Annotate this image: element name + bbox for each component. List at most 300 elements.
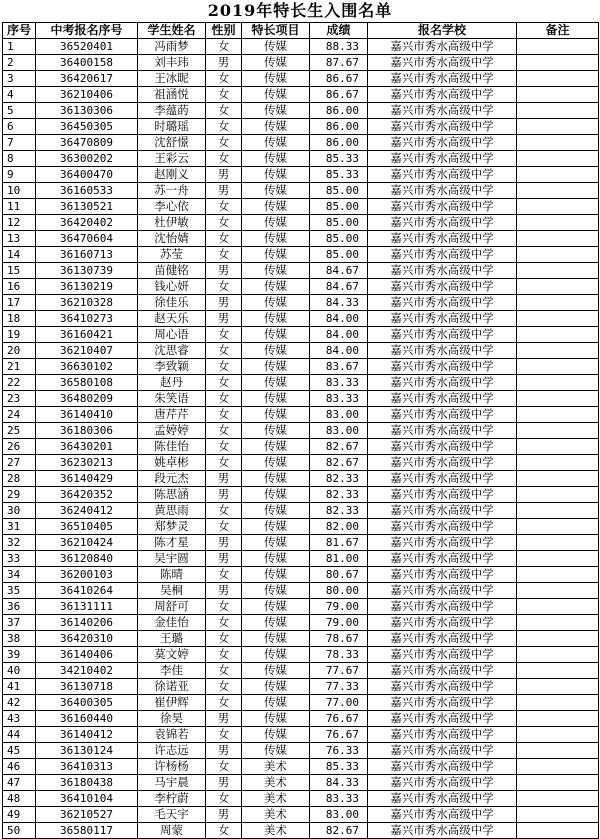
cell-student-name: 陈思涵 — [138, 487, 206, 503]
cell-remarks — [517, 535, 599, 551]
table-row — [3, 215, 599, 231]
cell-index: 11 — [3, 199, 36, 215]
cell-score: 82.67 — [310, 455, 368, 471]
cell-gender: 女 — [206, 679, 242, 695]
cell-exam-id: 36580117 — [36, 823, 138, 839]
cell-specialty: 传媒 — [242, 519, 310, 535]
cell-exam-id: 36130521 — [36, 199, 138, 215]
cell-student-name: 王彩云 — [138, 151, 206, 167]
cell-remarks — [517, 439, 599, 455]
cell-gender: 女 — [206, 375, 242, 391]
cell-index: 15 — [3, 263, 36, 279]
table-row — [3, 583, 599, 599]
cell-student-name: 王冰昵 — [138, 71, 206, 87]
cell-score: 81.67 — [310, 535, 368, 551]
cell-remarks — [517, 631, 599, 647]
cell-score: 80.00 — [310, 583, 368, 599]
cell-student-name: 吴桐 — [138, 583, 206, 599]
cell-specialty: 传媒 — [242, 183, 310, 199]
cell-index: 19 — [3, 327, 36, 343]
cell-school: 嘉兴市秀水高级中学 — [368, 151, 517, 167]
cell-specialty: 传媒 — [242, 631, 310, 647]
cell-student-name: 袁锦若 — [138, 727, 206, 743]
cell-gender: 男 — [206, 743, 242, 759]
cell-gender: 女 — [206, 599, 242, 615]
cell-student-name: 苏莹 — [138, 247, 206, 263]
cell-remarks — [517, 679, 599, 695]
cell-school: 嘉兴市秀水高级中学 — [368, 375, 517, 391]
cell-gender: 女 — [206, 615, 242, 631]
cell-score: 82.33 — [310, 503, 368, 519]
cell-gender: 男 — [206, 55, 242, 71]
cell-student-name: 刘丰玮 — [138, 55, 206, 71]
cell-school: 嘉兴市秀水高级中学 — [368, 583, 517, 599]
cell-gender: 女 — [206, 119, 242, 135]
cell-school: 嘉兴市秀水高级中学 — [368, 471, 517, 487]
cell-remarks — [517, 375, 599, 391]
cell-remarks — [517, 615, 599, 631]
cell-gender: 男 — [206, 535, 242, 551]
cell-gender: 女 — [206, 791, 242, 807]
table-row — [3, 471, 599, 487]
cell-gender: 女 — [206, 279, 242, 295]
cell-student-name: 莫文婷 — [138, 647, 206, 663]
cell-gender: 女 — [206, 503, 242, 519]
cell-exam-id: 36420310 — [36, 631, 138, 647]
table-row — [3, 87, 599, 103]
cell-index: 34 — [3, 567, 36, 583]
cell-exam-id: 36420617 — [36, 71, 138, 87]
cell-remarks — [517, 279, 599, 295]
cell-gender: 女 — [206, 663, 242, 679]
table-row — [3, 279, 599, 295]
column-header-student-name: 学生姓名 — [138, 23, 206, 39]
cell-index: 3 — [3, 71, 36, 87]
table-row — [3, 487, 599, 503]
cell-student-name: 陈佳怡 — [138, 439, 206, 455]
cell-remarks — [517, 567, 599, 583]
cell-specialty: 传媒 — [242, 455, 310, 471]
cell-index: 13 — [3, 231, 36, 247]
cell-specialty: 传媒 — [242, 247, 310, 263]
document-title: 2019年特长生入围名单 — [207, 1, 393, 20]
cell-remarks — [517, 359, 599, 375]
cell-remarks — [517, 183, 599, 199]
cell-specialty: 传媒 — [242, 55, 310, 71]
cell-school: 嘉兴市秀水高级中学 — [368, 359, 517, 375]
cell-student-name: 沈思睿 — [138, 343, 206, 359]
table-row — [3, 263, 599, 279]
cell-remarks — [517, 103, 599, 119]
cell-gender: 女 — [206, 215, 242, 231]
cell-school: 嘉兴市秀水高级中学 — [368, 391, 517, 407]
cell-remarks — [517, 247, 599, 263]
cell-school: 嘉兴市秀水高级中学 — [368, 647, 517, 663]
cell-remarks — [517, 263, 599, 279]
cell-score: 85.00 — [310, 247, 368, 263]
cell-specialty: 传媒 — [242, 647, 310, 663]
cell-school: 嘉兴市秀水高级中学 — [368, 247, 517, 263]
cell-index: 37 — [3, 615, 36, 631]
cell-exam-id: 36420352 — [36, 487, 138, 503]
cell-remarks — [517, 151, 599, 167]
cell-specialty: 传媒 — [242, 711, 310, 727]
cell-remarks — [517, 823, 599, 839]
cell-school: 嘉兴市秀水高级中学 — [368, 455, 517, 471]
cell-student-name: 冯雨梦 — [138, 39, 206, 55]
cell-student-name: 周心语 — [138, 327, 206, 343]
cell-student-name: 祖涵悦 — [138, 87, 206, 103]
cell-exam-id: 36410104 — [36, 791, 138, 807]
cell-specialty: 传媒 — [242, 39, 310, 55]
cell-school: 嘉兴市秀水高级中学 — [368, 439, 517, 455]
cell-school: 嘉兴市秀水高级中学 — [368, 279, 517, 295]
cell-score: 79.00 — [310, 599, 368, 615]
cell-school: 嘉兴市秀水高级中学 — [368, 55, 517, 71]
cell-gender: 男 — [206, 775, 242, 791]
cell-gender: 女 — [206, 39, 242, 55]
cell-gender: 女 — [206, 199, 242, 215]
cell-index: 36 — [3, 599, 36, 615]
table-row — [3, 311, 599, 327]
cell-index: 6 — [3, 119, 36, 135]
cell-exam-id: 36480209 — [36, 391, 138, 407]
cell-exam-id: 36131111 — [36, 599, 138, 615]
cell-gender: 女 — [206, 647, 242, 663]
cell-exam-id: 36180306 — [36, 423, 138, 439]
cell-index: 18 — [3, 311, 36, 327]
cell-exam-id: 36130718 — [36, 679, 138, 695]
cell-remarks — [517, 55, 599, 71]
cell-gender: 女 — [206, 103, 242, 119]
cell-index: 9 — [3, 167, 36, 183]
cell-specialty: 美术 — [242, 759, 310, 775]
cell-index: 50 — [3, 823, 36, 839]
cell-exam-id: 36400305 — [36, 695, 138, 711]
cell-exam-id: 36410313 — [36, 759, 138, 775]
table-row — [3, 663, 599, 679]
cell-score: 85.33 — [310, 759, 368, 775]
cell-student-name: 许杨杨 — [138, 759, 206, 775]
table-row — [3, 567, 599, 583]
table-row — [3, 55, 599, 71]
cell-school: 嘉兴市秀水高级中学 — [368, 199, 517, 215]
cell-gender: 男 — [206, 471, 242, 487]
cell-exam-id: 36230213 — [36, 455, 138, 471]
cell-score: 85.33 — [310, 167, 368, 183]
cell-exam-id: 36510405 — [36, 519, 138, 535]
cell-exam-id: 36630102 — [36, 359, 138, 375]
cell-specialty: 传媒 — [242, 119, 310, 135]
cell-student-name: 段元杰 — [138, 471, 206, 487]
cell-school: 嘉兴市秀水高级中学 — [368, 167, 517, 183]
cell-index: 31 — [3, 519, 36, 535]
cell-index: 47 — [3, 775, 36, 791]
cell-school: 嘉兴市秀水高级中学 — [368, 231, 517, 247]
cell-specialty: 美术 — [242, 791, 310, 807]
cell-index: 43 — [3, 711, 36, 727]
table-row — [3, 247, 599, 263]
cell-index: 25 — [3, 423, 36, 439]
table-row — [3, 407, 599, 423]
cell-remarks — [517, 71, 599, 87]
cell-index: 48 — [3, 791, 36, 807]
cell-remarks — [517, 583, 599, 599]
cell-student-name: 崔伊辉 — [138, 695, 206, 711]
cell-student-name: 徐诺亚 — [138, 679, 206, 695]
cell-score: 84.00 — [310, 327, 368, 343]
cell-exam-id: 36420402 — [36, 215, 138, 231]
cell-remarks — [517, 791, 599, 807]
cell-exam-id: 36140410 — [36, 407, 138, 423]
cell-specialty: 传媒 — [242, 583, 310, 599]
cell-specialty: 美术 — [242, 823, 310, 839]
cell-student-name: 沈舒憬 — [138, 135, 206, 151]
table-row — [3, 295, 599, 311]
cell-remarks — [517, 695, 599, 711]
cell-score: 86.00 — [310, 119, 368, 135]
column-header-specialty: 特长项目 — [242, 23, 310, 39]
cell-remarks — [517, 231, 599, 247]
table-row — [3, 231, 599, 247]
table-row — [3, 791, 599, 807]
cell-student-name: 吴宇圆 — [138, 551, 206, 567]
table-row — [3, 599, 599, 615]
cell-specialty: 传媒 — [242, 311, 310, 327]
cell-specialty: 传媒 — [242, 71, 310, 87]
cell-remarks — [517, 407, 599, 423]
cell-student-name: 李致颖 — [138, 359, 206, 375]
cell-school: 嘉兴市秀水高级中学 — [368, 551, 517, 567]
cell-student-name: 李蕴菂 — [138, 103, 206, 119]
table-row — [3, 823, 599, 839]
cell-index: 30 — [3, 503, 36, 519]
table-row — [3, 103, 599, 119]
cell-student-name: 钱心妍 — [138, 279, 206, 295]
cell-score: 80.67 — [310, 567, 368, 583]
cell-school: 嘉兴市秀水高级中学 — [368, 807, 517, 823]
table-row — [3, 183, 599, 199]
cell-gender: 男 — [206, 167, 242, 183]
table-row — [3, 535, 599, 551]
cell-specialty: 传媒 — [242, 679, 310, 695]
cell-school: 嘉兴市秀水高级中学 — [368, 215, 517, 231]
cell-gender: 男 — [206, 311, 242, 327]
cell-school: 嘉兴市秀水高级中学 — [368, 679, 517, 695]
cell-index: 10 — [3, 183, 36, 199]
cell-school: 嘉兴市秀水高级中学 — [368, 631, 517, 647]
cell-exam-id: 36160421 — [36, 327, 138, 343]
table-row — [3, 439, 599, 455]
cell-exam-id: 36410273 — [36, 311, 138, 327]
cell-school: 嘉兴市秀水高级中学 — [368, 87, 517, 103]
cell-specialty: 传媒 — [242, 567, 310, 583]
cell-school: 嘉兴市秀水高级中学 — [368, 727, 517, 743]
cell-school: 嘉兴市秀水高级中学 — [368, 615, 517, 631]
cell-score: 84.00 — [310, 343, 368, 359]
cell-index: 12 — [3, 215, 36, 231]
cell-index: 27 — [3, 455, 36, 471]
cell-student-name: 李心依 — [138, 199, 206, 215]
cell-score: 82.67 — [310, 823, 368, 839]
cell-score: 85.00 — [310, 183, 368, 199]
cell-school: 嘉兴市秀水高级中学 — [368, 695, 517, 711]
cell-gender: 女 — [206, 327, 242, 343]
cell-remarks — [517, 503, 599, 519]
cell-exam-id: 36210407 — [36, 343, 138, 359]
table-header-row — [3, 23, 599, 39]
cell-gender: 男 — [206, 807, 242, 823]
cell-school: 嘉兴市秀水高级中学 — [368, 535, 517, 551]
cell-index: 29 — [3, 487, 36, 503]
cell-index: 39 — [3, 647, 36, 663]
cell-gender: 女 — [206, 567, 242, 583]
cell-index: 14 — [3, 247, 36, 263]
cell-gender: 女 — [206, 343, 242, 359]
cell-score: 84.33 — [310, 775, 368, 791]
cell-student-name: 徐佳乐 — [138, 295, 206, 311]
cell-score: 76.67 — [310, 727, 368, 743]
cell-school: 嘉兴市秀水高级中学 — [368, 103, 517, 119]
cell-exam-id: 36450305 — [36, 119, 138, 135]
cell-index: 7 — [3, 135, 36, 151]
cell-student-name: 苏一舟 — [138, 183, 206, 199]
cell-gender: 女 — [206, 151, 242, 167]
cell-remarks — [517, 311, 599, 327]
cell-gender: 女 — [206, 695, 242, 711]
cell-score: 85.00 — [310, 199, 368, 215]
cell-exam-id: 36140429 — [36, 471, 138, 487]
cell-student-name: 黄思雨 — [138, 503, 206, 519]
cell-exam-id: 36160713 — [36, 247, 138, 263]
cell-school: 嘉兴市秀水高级中学 — [368, 759, 517, 775]
table-row — [3, 711, 599, 727]
cell-student-name: 沈怡婧 — [138, 231, 206, 247]
cell-exam-id: 36580108 — [36, 375, 138, 391]
cell-score: 76.67 — [310, 711, 368, 727]
cell-student-name: 赵丹 — [138, 375, 206, 391]
cell-gender: 女 — [206, 135, 242, 151]
cell-remarks — [517, 775, 599, 791]
cell-exam-id: 36120840 — [36, 551, 138, 567]
cell-gender: 女 — [206, 231, 242, 247]
cell-student-name: 毛天宇 — [138, 807, 206, 823]
cell-gender: 女 — [206, 391, 242, 407]
cell-exam-id: 36210424 — [36, 535, 138, 551]
table-row — [3, 39, 599, 55]
cell-specialty: 传媒 — [242, 87, 310, 103]
cell-index: 45 — [3, 743, 36, 759]
cell-score: 85.33 — [310, 151, 368, 167]
table-row — [3, 519, 599, 535]
cell-remarks — [517, 455, 599, 471]
table-row — [3, 647, 599, 663]
cell-student-name: 赵天乐 — [138, 311, 206, 327]
table-row — [3, 551, 599, 567]
cell-remarks — [517, 327, 599, 343]
table-row — [3, 615, 599, 631]
cell-exam-id: 36160440 — [36, 711, 138, 727]
cell-specialty: 传媒 — [242, 503, 310, 519]
cell-exam-id: 36180438 — [36, 775, 138, 791]
cell-exam-id: 36130306 — [36, 103, 138, 119]
cell-school: 嘉兴市秀水高级中学 — [368, 663, 517, 679]
cell-school: 嘉兴市秀水高级中学 — [368, 407, 517, 423]
cell-specialty: 传媒 — [242, 423, 310, 439]
cell-remarks — [517, 647, 599, 663]
cell-score: 83.00 — [310, 807, 368, 823]
cell-gender: 女 — [206, 519, 242, 535]
cell-specialty: 传媒 — [242, 167, 310, 183]
cell-exam-id: 36140412 — [36, 727, 138, 743]
cell-exam-id: 36200103 — [36, 567, 138, 583]
cell-exam-id: 36130739 — [36, 263, 138, 279]
cell-remarks — [517, 599, 599, 615]
cell-remarks — [517, 727, 599, 743]
cell-gender: 女 — [206, 71, 242, 87]
cell-gender: 女 — [206, 823, 242, 839]
cell-index: 40 — [3, 663, 36, 679]
cell-specialty: 传媒 — [242, 199, 310, 215]
table-row — [3, 695, 599, 711]
cell-gender: 男 — [206, 263, 242, 279]
cell-score: 76.33 — [310, 743, 368, 759]
cell-school: 嘉兴市秀水高级中学 — [368, 423, 517, 439]
cell-remarks — [517, 487, 599, 503]
cell-school: 嘉兴市秀水高级中学 — [368, 263, 517, 279]
cell-school: 嘉兴市秀水高级中学 — [368, 599, 517, 615]
cell-specialty: 美术 — [242, 775, 310, 791]
cell-school: 嘉兴市秀水高级中学 — [368, 119, 517, 135]
table-body — [3, 39, 599, 839]
cell-score: 86.67 — [310, 87, 368, 103]
cell-school: 嘉兴市秀水高级中学 — [368, 743, 517, 759]
cell-score: 78.67 — [310, 631, 368, 647]
cell-school: 嘉兴市秀水高级中学 — [368, 343, 517, 359]
cell-score: 82.00 — [310, 519, 368, 535]
cell-specialty: 传媒 — [242, 695, 310, 711]
cell-remarks — [517, 759, 599, 775]
cell-gender: 男 — [206, 487, 242, 503]
cell-remarks — [517, 423, 599, 439]
column-header-exam-id: 中考报名序号 — [36, 23, 138, 39]
cell-specialty: 传媒 — [242, 663, 310, 679]
cell-specialty: 传媒 — [242, 359, 310, 375]
cell-remarks — [517, 199, 599, 215]
cell-specialty: 传媒 — [242, 615, 310, 631]
cell-index: 49 — [3, 807, 36, 823]
cell-exam-id: 36400158 — [36, 55, 138, 71]
cell-remarks — [517, 167, 599, 183]
cell-student-name: 赵刚义 — [138, 167, 206, 183]
cell-index: 4 — [3, 87, 36, 103]
cell-student-name: 马宇晨 — [138, 775, 206, 791]
cell-gender: 男 — [206, 583, 242, 599]
table-row — [3, 119, 599, 135]
cell-score: 83.33 — [310, 791, 368, 807]
table-row — [3, 423, 599, 439]
cell-score: 83.00 — [310, 407, 368, 423]
cell-exam-id: 36300202 — [36, 151, 138, 167]
cell-school: 嘉兴市秀水高级中学 — [368, 823, 517, 839]
cell-school: 嘉兴市秀水高级中学 — [368, 39, 517, 55]
cell-score: 77.33 — [310, 679, 368, 695]
cell-exam-id: 36130219 — [36, 279, 138, 295]
cell-exam-id: 36140406 — [36, 647, 138, 663]
cell-student-name: 时璐瑶 — [138, 119, 206, 135]
cell-student-name: 陈才星 — [138, 535, 206, 551]
cell-specialty: 传媒 — [242, 151, 310, 167]
